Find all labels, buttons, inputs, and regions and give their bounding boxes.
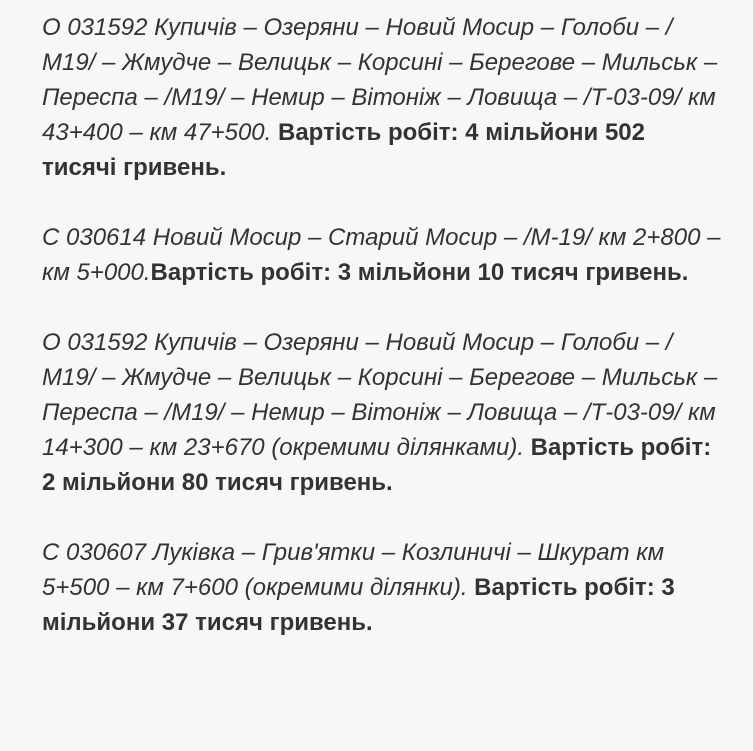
route-description: С 030614 Новий Мосир – Старий Мосир – /М-19/ км 2+800 – км 5+000. bbox=[42, 224, 721, 286]
route-description: О 031592 Купичів – Озеряни – Новий Мосир – Голоби – /М19/ – Жмудче – Велицьк – Корсині – Берегове – Мильськ – Переспа – /М19/ – Немир – Вітоніж – Ловища – /Т-03-09/ км 14+300 – км 23+670 (окремими ділянками). bbox=[42, 329, 718, 461]
cost-text: Вартість робіт: 3 мільйони 37 тисяч гривень. bbox=[42, 574, 675, 636]
road-repair-entry bbox=[42, 325, 722, 500]
road-repair-entry bbox=[42, 535, 722, 640]
article-body bbox=[42, 10, 722, 675]
road-repair-entry bbox=[42, 10, 722, 185]
route-description: О 031592 Купичів – Озеряни – Новий Мосир – Голоби – /М19/ – Жмудче – Велицьк – Корсині – Берегове – Мильськ – Переспа – /М19/ – Немир – Вітоніж – Ловища – /Т-03-09/ км 43+400 – км 47+500. bbox=[42, 14, 718, 146]
cost-text: Вартість робіт: 3 мільйони 10 тисяч гривень. bbox=[150, 259, 689, 286]
cost-text: Вартість робіт: 4 мільйони 502 тисячі гривень. bbox=[42, 119, 645, 181]
route-description: С 030607 Луківка – Грив'ятки – Козлиничі – Шкурат км 5+500 – км 7+600 (окремими ділянки). bbox=[42, 539, 665, 601]
cost-text: Вартість робіт: 2 мільйони 80 тисяч гривень. bbox=[42, 434, 712, 496]
road-repair-entry bbox=[42, 220, 722, 290]
